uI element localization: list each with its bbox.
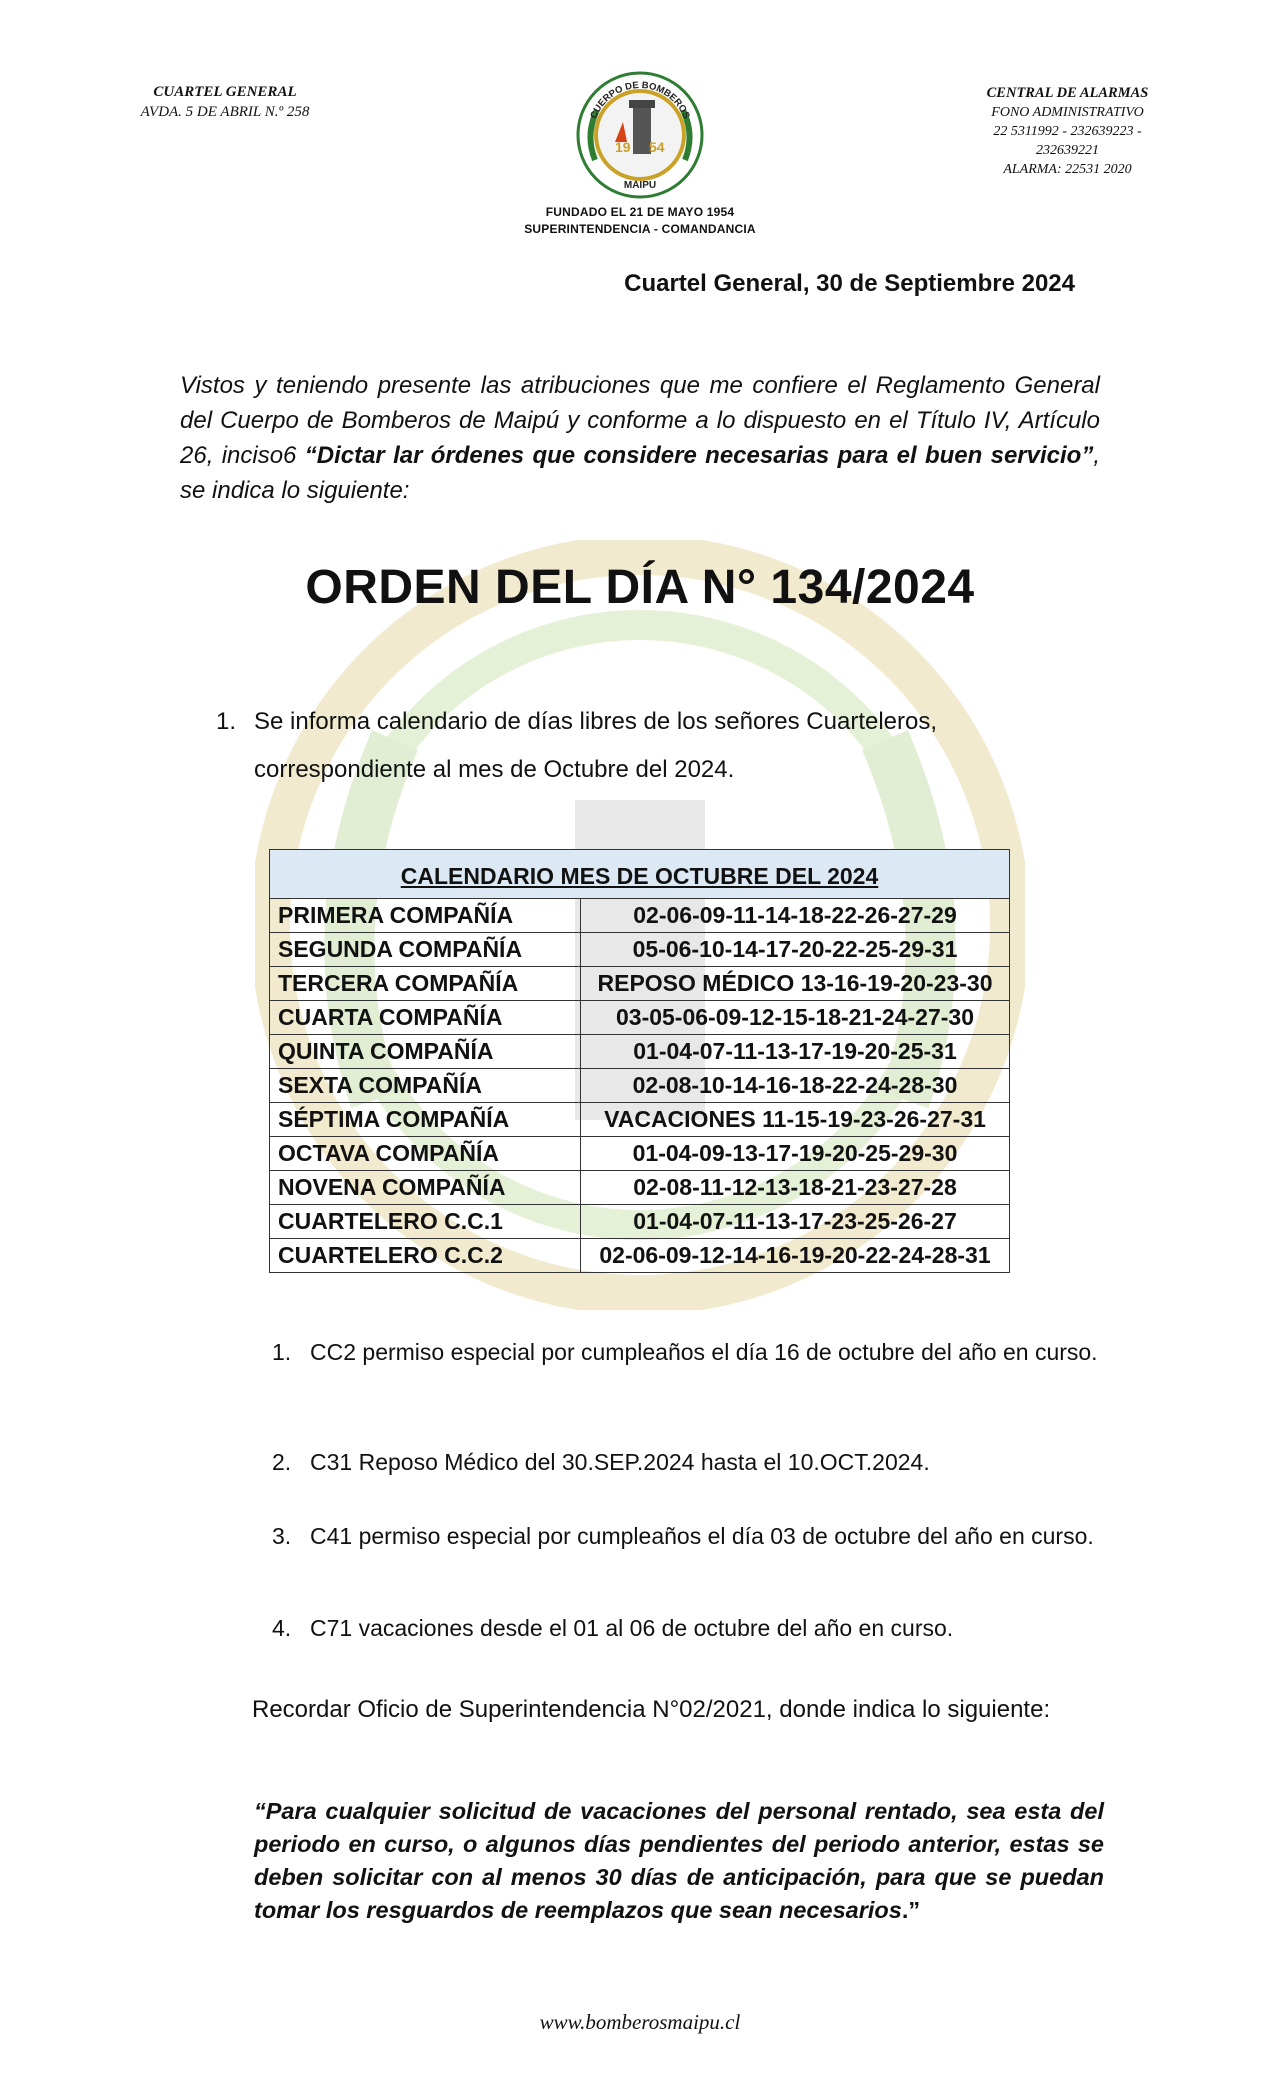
note-1 bbox=[272, 1336, 1104, 1369]
alarm-phone: ALARMA: 22531 2020 bbox=[1003, 162, 1132, 177]
admin-phone-numbers: 22 5311992 - 232639223 - bbox=[993, 124, 1142, 139]
item-1 bbox=[216, 698, 1104, 794]
company-cell: TERCERA COMPAÑÍA bbox=[270, 967, 581, 1001]
table-row bbox=[270, 1239, 1010, 1273]
table-row bbox=[270, 967, 1010, 1001]
table-row bbox=[270, 1171, 1010, 1205]
website-footer: www.bomberosmaipu.cl bbox=[539, 2010, 741, 2034]
policy-quote-end: .” bbox=[901, 1897, 921, 1923]
table-row bbox=[270, 1205, 1010, 1239]
founded-line: FUNDADO EL 21 DE MAYO 1954 bbox=[545, 205, 735, 219]
item-1-number: 1. bbox=[216, 708, 237, 735]
days-cell: 02-08-11-12-13-18-21-23-27-28 bbox=[581, 1171, 1010, 1205]
days-cell: 05-06-10-14-17-20-22-25-29-31 bbox=[581, 933, 1010, 967]
date-line: Cuartel General, 30 de Septiembre 2024 bbox=[624, 270, 1075, 297]
company-cell: CUARTELERO C.C.1 bbox=[270, 1205, 581, 1239]
header-left-block bbox=[120, 82, 330, 122]
days-cell: 02-06-09-11-14-18-22-26-27-29 bbox=[581, 899, 1010, 933]
fire-department-logo bbox=[575, 70, 705, 200]
logo-bottom-text: MAIPU bbox=[623, 180, 657, 191]
note-text: CC2 permiso especial por cumpleaños el día 16 de octubre del año en curso. bbox=[310, 1339, 1098, 1365]
calendar-table bbox=[269, 849, 1010, 1273]
company-cell: OCTAVA COMPAÑÍA bbox=[270, 1137, 581, 1171]
admin-phone-numbers-cont: 232639221 bbox=[1036, 143, 1099, 158]
table-row bbox=[270, 1001, 1010, 1035]
intro-text-2: , se indica lo siguiente: bbox=[180, 442, 1101, 504]
calendar-heading: CALENDARIO MES DE OCTUBRE DEL 2024 bbox=[270, 850, 1010, 899]
note-number: 2. bbox=[272, 1449, 292, 1475]
days-cell: 02-08-10-14-16-18-22-24-28-30 bbox=[581, 1069, 1010, 1103]
table-row bbox=[270, 1069, 1010, 1103]
order-title: ORDEN DEL DÍA N° 134/2024 bbox=[305, 561, 975, 614]
company-cell: QUINTA COMPAÑÍA bbox=[270, 1035, 581, 1069]
item-1-text: Se informa calendario de días libres de los señores Cuarteleros, correspondiente al mes de Octubre del 2024. bbox=[254, 708, 938, 783]
days-cell: 03-05-06-09-12-15-18-21-24-27-30 bbox=[581, 1001, 1010, 1035]
hq-address: AVDA. 5 DE ABRIL N.º 258 bbox=[140, 104, 310, 120]
note-text: C41 permiso especial por cumpleaños el día 03 de octubre del año en curso. bbox=[310, 1523, 1094, 1549]
logo-seal-icon bbox=[575, 70, 705, 200]
note-4 bbox=[272, 1612, 1104, 1645]
calendar-header-row bbox=[270, 850, 1010, 899]
company-cell: SEGUNDA COMPAÑÍA bbox=[270, 933, 581, 967]
table-row bbox=[270, 1137, 1010, 1171]
days-cell: VACACIONES 11-15-19-23-26-27-31 bbox=[581, 1103, 1010, 1137]
days-cell: 02-06-09-12-14-16-19-20-22-24-28-31 bbox=[581, 1239, 1010, 1273]
days-cell: 01-04-07-11-13-17-19-20-25-31 bbox=[581, 1035, 1010, 1069]
table-row bbox=[270, 933, 1010, 967]
intro-text-1: Vistos y teniendo presente las atribuciones que me confiere el Reglamento General del Cuerpo de Bomberos de Maipú y conforme a lo dispuesto en el Título IV, Artículo 26, inciso6 bbox=[180, 372, 1100, 469]
table-row bbox=[270, 1103, 1010, 1137]
note-number: 4. bbox=[272, 1615, 292, 1641]
table-row bbox=[270, 899, 1010, 933]
policy-quote-text: “Para cualquier solicitud de vacaciones del personal rentado, sea esta del periodo en curso, o algunos días pendientes del periodo anterior, estas se deben solicitar con al menos 30 días de anticipación, para que se puedan tomar los resguardos de reemplazos que sean necesarios bbox=[254, 1798, 1104, 1923]
department-line: SUPERINTENDENCIA - COMANDANCIA bbox=[524, 222, 756, 236]
alarm-center-title: CENTRAL DE ALARMAS bbox=[986, 85, 1149, 101]
intro-quote: “Dictar lar órdenes que considere necesarias para el buen servicio” bbox=[304, 442, 1094, 469]
logo-year-left: 19 bbox=[615, 139, 631, 155]
founded-block bbox=[480, 204, 800, 238]
table-row bbox=[270, 1035, 1010, 1069]
note-2 bbox=[272, 1446, 1104, 1479]
company-cell: SÉPTIMA COMPAÑÍA bbox=[270, 1103, 581, 1137]
header-right-block bbox=[950, 84, 1185, 179]
logo-year-right: 54 bbox=[649, 139, 665, 155]
company-cell: SEXTA COMPAÑÍA bbox=[270, 1069, 581, 1103]
note-number: 1. bbox=[272, 1339, 292, 1365]
admin-phone-label: FONO ADMINISTRATIVO bbox=[991, 105, 1144, 120]
days-cell: REPOSO MÉDICO 13-16-19-20-23-30 bbox=[581, 967, 1010, 1001]
policy-quote bbox=[254, 1795, 1104, 1927]
logo-top-text: CUERPO DE BOMBEROS bbox=[588, 79, 692, 121]
days-cell: 01-04-09-13-17-19-20-25-29-30 bbox=[581, 1137, 1010, 1171]
note-number: 3. bbox=[272, 1523, 292, 1549]
company-cell: CUARTA COMPAÑÍA bbox=[270, 1001, 581, 1035]
company-cell: CUARTELERO C.C.2 bbox=[270, 1239, 581, 1273]
note-text: C31 Reposo Médico del 30.SEP.2024 hasta el 10.OCT.2024. bbox=[310, 1449, 930, 1475]
company-cell: PRIMERA COMPAÑÍA bbox=[270, 899, 581, 933]
company-cell: NOVENA COMPAÑÍA bbox=[270, 1171, 581, 1205]
note-text: C71 vacaciones desde el 01 al 06 de octubre del año en curso. bbox=[310, 1615, 954, 1641]
note-3 bbox=[272, 1520, 1104, 1553]
recall-line: Recordar Oficio de Superintendencia N°02/2021, donde indica lo siguiente: bbox=[252, 1696, 1051, 1723]
intro-paragraph bbox=[180, 368, 1100, 508]
hq-title: CUARTEL GENERAL bbox=[153, 84, 297, 100]
days-cell: 01-04-07-11-13-17-23-25-26-27 bbox=[581, 1205, 1010, 1239]
